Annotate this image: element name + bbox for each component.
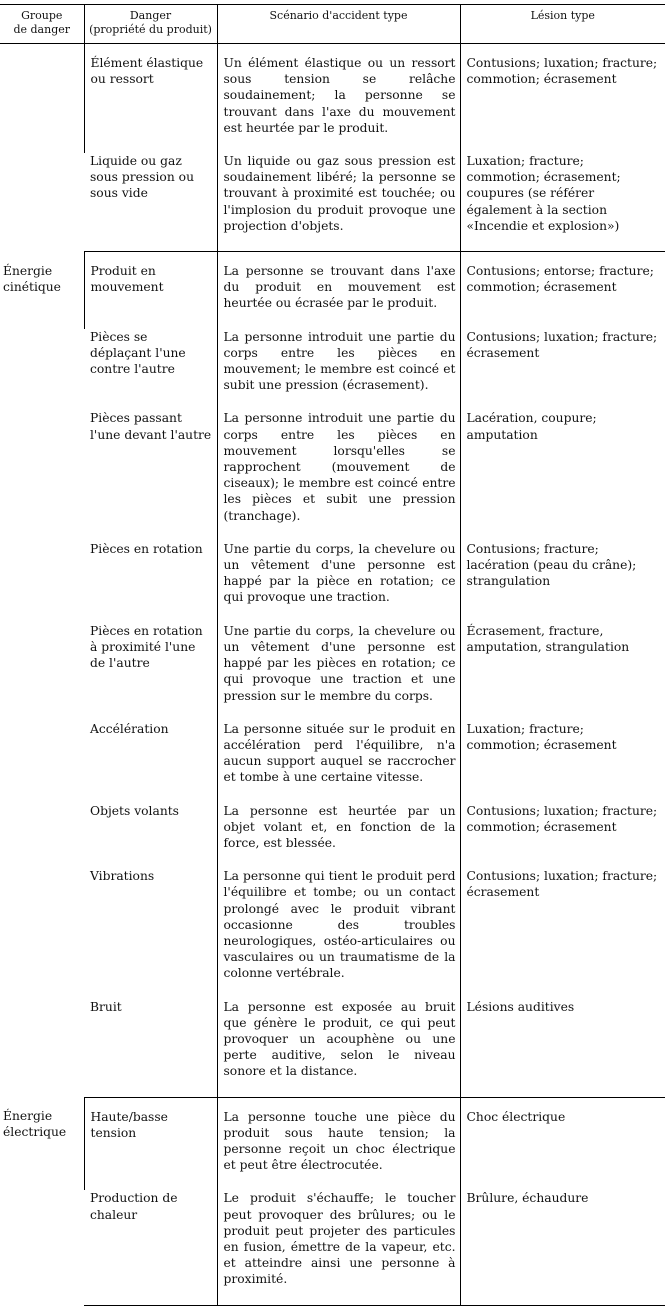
table-row xyxy=(0,999,665,1098)
group-name xyxy=(0,44,84,252)
group-name: Énergie cinétique xyxy=(3,263,61,294)
scenario-cell: Un liquide ou gaz sous pression est soudainement libéré; la personne se trouvant à proximité est touchée; ou l'implosion du produit provoque une projection d'objets. xyxy=(217,153,460,252)
hazard-group xyxy=(0,44,665,252)
danger-cell: Pièces en rotation xyxy=(90,541,203,556)
danger-cell: Production de chaleur xyxy=(84,1190,217,1305)
danger-cell: Produit en mouvement xyxy=(84,252,217,329)
scenario-cell: Une partie du corps, la chevelure ou un vêtement d'une personne est happé par les pièces en rotation; ce qui provoque une traction et une pression sur le membre du corps. xyxy=(217,623,460,721)
table-row xyxy=(0,44,665,154)
table-row xyxy=(0,541,665,623)
lesion-cell: Contusions; fracture; lacération (peau du crâne); strangulation xyxy=(460,541,665,623)
scenario-cell: La personne introduit une partie du corps entre les pièces en mouvement; le membre est coincé et subit une pression (écrasement). xyxy=(217,329,460,411)
danger-cell: Pièces se déplaçant l'une contre l'autre xyxy=(90,329,186,377)
group-name: Énergie électrique xyxy=(3,1109,67,1140)
hazard-table xyxy=(0,4,665,1306)
scenario-cell: La personne est heurtée par un objet volant et, en fonction de la force, est blessée. xyxy=(217,803,460,869)
lesion-cell: Lésions auditives xyxy=(460,999,665,1098)
table-row xyxy=(0,153,665,252)
lesion-cell: Luxation; fracture; commotion; écrasement xyxy=(460,721,665,803)
table-row xyxy=(0,410,665,540)
danger-cell: Pièces en rotation à proximité l'une de l'autre xyxy=(90,623,203,671)
table-header xyxy=(0,5,665,44)
lesion-cell: Brûlure, échaudure xyxy=(460,1190,665,1305)
lesion-cell: Contusions; luxation; fracture; écrasement xyxy=(460,868,665,998)
scenario-cell: Un élément élastique ou un ressort sous tension se relâche soudainement; la personne se trouvant dans l'axe du mouvement est heurtée par le produit. xyxy=(217,44,460,154)
table-row xyxy=(0,623,665,721)
scenario-cell: Une partie du corps, la chevelure ou un vêtement d'une personne est happé par la pièce en rotation; ce qui provoque une traction. xyxy=(217,541,460,623)
danger-cell: Accélération xyxy=(90,721,169,736)
scenario-cell: Le produit s'échauffe; le toucher peut provoquer des brûlures; ou le produit peut projeter des particules en fusion, émettre de la vapeur, etc. et atteindre ainsi une personne à proximité. xyxy=(217,1190,460,1305)
danger-cell: Vibrations xyxy=(90,869,155,884)
scenario-cell: La personne touche une pièce du produit sous haute tension; la personne reçoit un choc électrique et peut être électrocutée. xyxy=(217,1097,460,1190)
header-scenario: Scénario d'accident type xyxy=(217,5,460,44)
danger-cell: Objets volants xyxy=(90,803,179,818)
table-row xyxy=(0,868,665,998)
danger-cell: Haute/basse tension xyxy=(84,1097,217,1190)
header-groupe: Groupe de danger xyxy=(0,5,84,44)
lesion-cell: Contusions; luxation; fracture; écrasement xyxy=(460,329,665,411)
danger-cell: Bruit xyxy=(84,999,217,1098)
table-row xyxy=(0,252,665,329)
header-danger: Danger (propriété du produit) xyxy=(84,5,217,44)
hazard-group xyxy=(0,1097,665,1305)
scenario-cell: La personne qui tient le produit perd l'équilibre et tombe; ou un contact prolongé avec le produit vibrant occasionne des troubles neurologiques, ostéo-articulaires ou vasculaires ou un traumatisme de la colonne vertébrale. xyxy=(217,868,460,998)
lesion-cell: Contusions; luxation; fracture; commotion; écrasement xyxy=(460,803,665,869)
table-row xyxy=(0,1097,665,1190)
header-lesion: Lésion type xyxy=(460,5,665,44)
scenario-cell: La personne introduit une partie du corps entre les pièces en mouvement lorsqu'elles se rapprochent (mouvement de ciseaux); le membre est coincé entre les pièces et subit une pression (tranchage). xyxy=(217,410,460,540)
table-row xyxy=(0,803,665,869)
table-row xyxy=(0,721,665,803)
table-row xyxy=(0,1190,665,1305)
scenario-cell: La personne se trouvant dans l'axe du produit en mouvement est heurtée ou écrasée par le produit. xyxy=(217,252,460,329)
danger-cell: Liquide ou gaz sous pression ou sous vide xyxy=(84,153,217,252)
table-row xyxy=(0,329,665,411)
lesion-cell: Contusions; luxation; fracture; commotion; écrasement xyxy=(460,44,665,154)
lesion-cell: Choc électrique xyxy=(460,1097,665,1190)
lesion-cell: Écrasement, fracture, amputation, strangulation xyxy=(460,623,665,721)
danger-cell: Élément élastique ou ressort xyxy=(84,44,217,154)
lesion-cell: Contusions; entorse; fracture; commotion; écrasement xyxy=(460,252,665,329)
hazard-group xyxy=(0,252,665,1098)
scenario-cell: La personne est exposée au bruit que génère le produit, ce qui peut provoquer un acouphène ou une perte auditive, selon le niveau sonore et la distance. xyxy=(217,999,460,1098)
danger-cell: Pièces passant l'une devant l'autre xyxy=(90,411,212,442)
scenario-cell: La personne située sur le produit en accélération perd l'équilibre, n'a aucun support auquel se raccrocher et tombe à une certaine vitesse. xyxy=(217,721,460,803)
lesion-cell: Lacération, coupure; amputation xyxy=(460,410,665,540)
lesion-cell: Luxation; fracture; commotion; écrasement; coupures (se référer également à la section «Incendie et explosion») xyxy=(460,153,665,252)
